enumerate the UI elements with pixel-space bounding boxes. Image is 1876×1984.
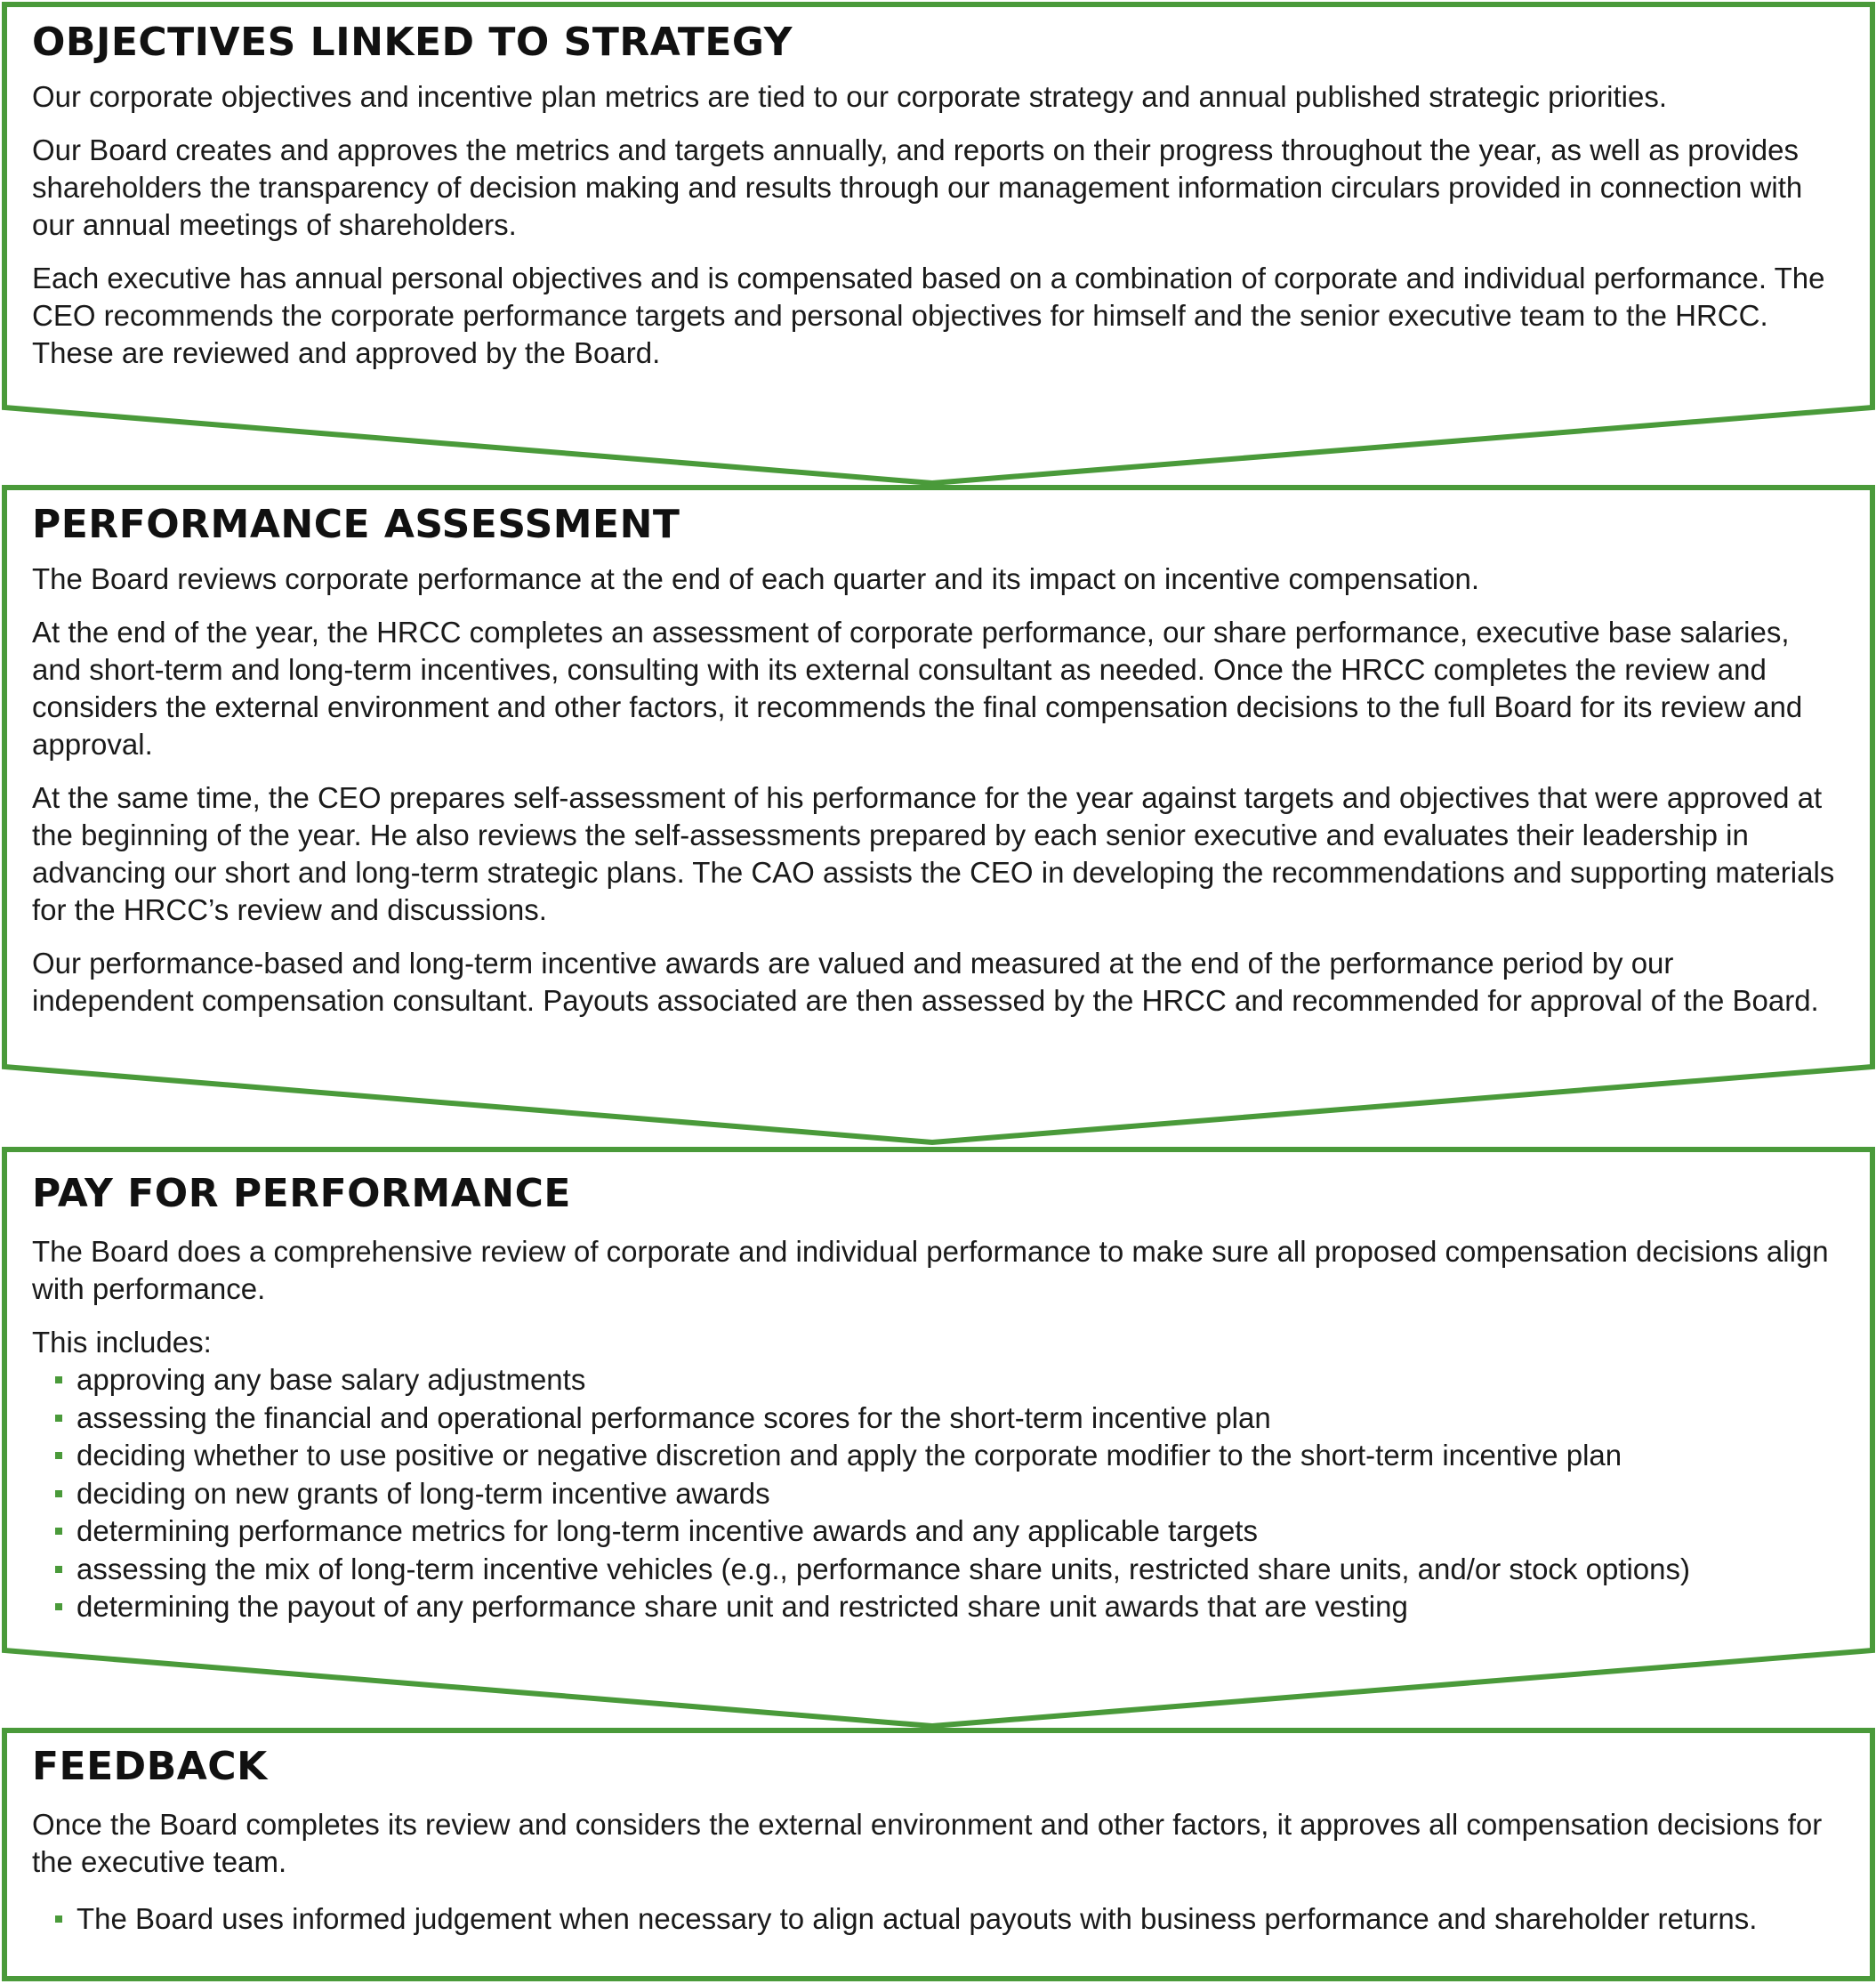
section-title: PAY FOR PERFORMANCE — [32, 1171, 571, 1216]
bullet-list — [32, 1900, 1838, 1939]
section-pay-for-performance — [32, 1171, 1838, 1626]
list-item: approving any base salary adjustments — [76, 1361, 1838, 1399]
list-item: deciding on new grants of long-term incentive awards — [76, 1475, 1838, 1513]
paragraph: At the end of the year, the HRCC completes an assessment of corporate performance, our share performance, executive base salaries, and short-term and long-term incentives, consulting with its external consultant as needed. Once the HRCC completes the review and considers the external environment and other factors, it recommends the final compensation decisions to the full Board for its review and approval. — [32, 616, 1803, 761]
section-feedback — [32, 1744, 1838, 1939]
paragraph: At the same time, the CEO prepares self-assessment of his performance for the year against targets and objectives that were approved at the beginning of the year. He also reviews the self-assessments prepared by each senior executive and evaluates their leadership in advancing our short and long-term strategic plans. The CAO assists the CEO in developing the recommendations and supporting materials for the HRCC’s review and discussions. — [32, 781, 1835, 926]
paragraph: This includes: — [32, 1326, 212, 1359]
section-performance-assessment — [32, 502, 1838, 1020]
section-title: FEEDBACK — [32, 1744, 268, 1789]
paragraph: The Board reviews corporate performance at the end of each quarter and its impact on incentive compensation. — [32, 562, 1480, 595]
list-item: determining the payout of any performance share unit and restricted share unit awards that are vesting — [76, 1588, 1838, 1626]
bullet-list — [32, 1361, 1838, 1626]
list-item: assessing the mix of long-term incentive vehicles (e.g., performance share units, restricted share units, and/or stock options) — [76, 1551, 1838, 1589]
section-title: PERFORMANCE ASSESSMENT — [32, 502, 680, 547]
list-item: The Board uses informed judgement when necessary to align actual payouts with business performance and shareholder returns. — [76, 1900, 1838, 1939]
paragraph: Our corporate objectives and incentive plan metrics are tied to our corporate strategy and annual published strategic priorities. — [32, 80, 1667, 113]
section-objectives — [32, 20, 1838, 372]
paragraph: Once the Board completes its review and considers the external environment and other factors, it approves all compensation decisions for the executive team. — [32, 1808, 1823, 1878]
list-item: deciding whether to use positive or negative discretion and apply the corporate modifier to the short-term incentive plan — [76, 1437, 1838, 1475]
paragraph: Our performance-based and long-term incentive awards are valued and measured at the end of the performance period by our independent compensation consultant. Payouts associated are then assessed by the HRCC and recommended for approval of the Board. — [32, 947, 1819, 1017]
paragraph: Each executive has annual personal objectives and is compensated based on a combination of corporate and individual performance. The CEO recommends the corporate performance targets and personal objectives for himself and the senior executive team to the HRCC. These are reviewed and approved by the Board. — [32, 262, 1825, 369]
paragraph: Our Board creates and approves the metrics and targets annually, and reports on their progress throughout the year, as well as provides shareholders the transparency of decision making and results through our management information circulars provided in connection with our annual meetings of shareholders. — [32, 133, 1803, 241]
list-item: assessing the financial and operational performance scores for the short-term incentive plan — [76, 1399, 1838, 1438]
section-title: OBJECTIVES LINKED TO STRATEGY — [32, 20, 793, 65]
list-item: determining performance metrics for long-term incentive awards and any applicable targets — [76, 1512, 1838, 1551]
paragraph: The Board does a comprehensive review of corporate and individual performance to make sure all proposed compensation decisions align with performance. — [32, 1235, 1829, 1305]
